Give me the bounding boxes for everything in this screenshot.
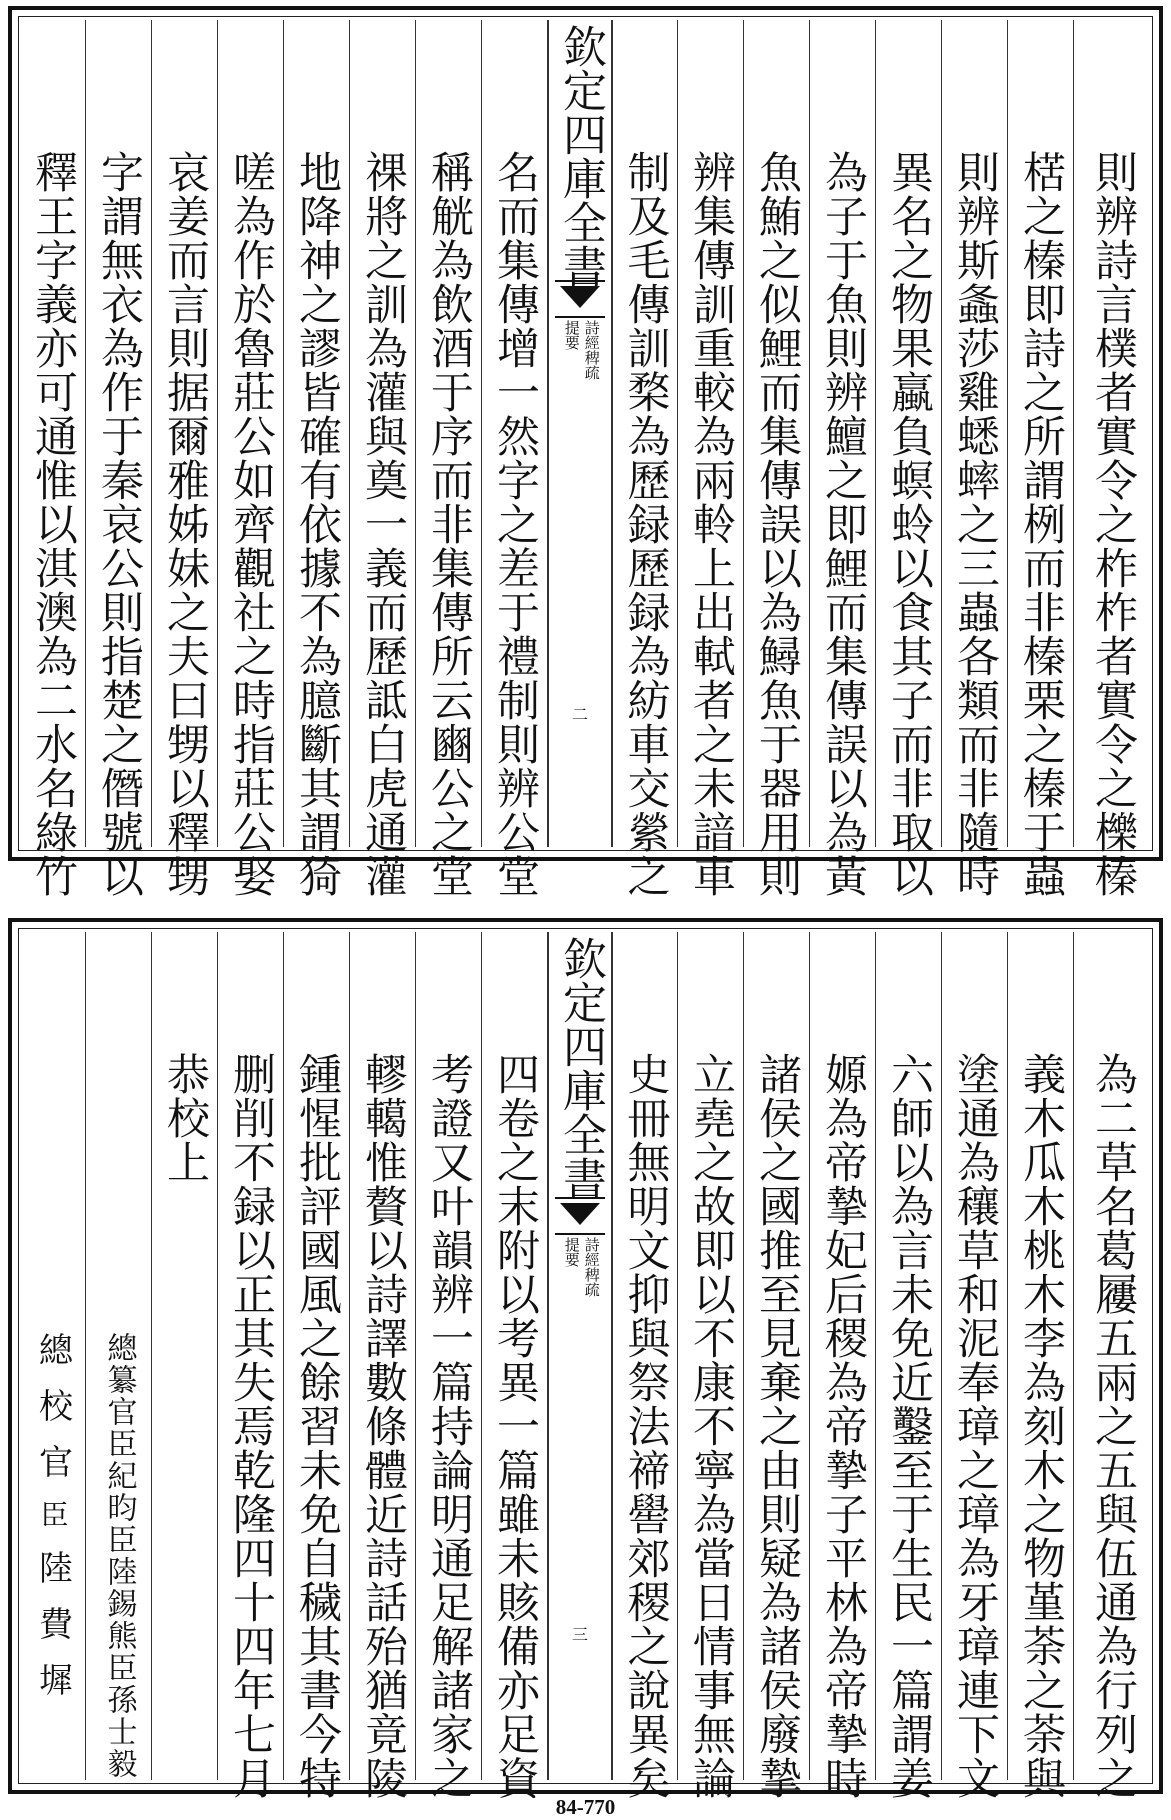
column-text: 則辨詩言樸者實令之柞柞者實令之櫟榛 bbox=[1088, 150, 1138, 898]
column-text: 哀姜而言則据爾雅姊妹之夫曰甥以釋甥 bbox=[160, 150, 210, 898]
column-text: 義木瓜木桃木李為刻木之物堇荼之荼與 bbox=[1016, 1052, 1066, 1800]
leaf-number: 三 bbox=[571, 1625, 589, 1644]
column-text: 嗟為作於魯莊公如齊觀社之時指莊公娶 bbox=[226, 150, 276, 898]
text-column bbox=[1008, 932, 1074, 1800]
page-footer-number: 84-770 bbox=[555, 1795, 616, 1819]
gutter-section: 提要 bbox=[562, 320, 581, 350]
proofreader-signature: 總校官臣陸費墀 bbox=[32, 1332, 73, 1718]
column-text: 為二草名葛屨五兩之五與伍通為行列之 bbox=[1088, 1052, 1138, 1800]
text-column bbox=[744, 932, 810, 1800]
gutter-section: 提要 bbox=[562, 1237, 581, 1267]
fishtail-mark bbox=[555, 280, 605, 318]
column-text: 諸侯之國推至見棄之由則疑為諸侯廢摯 bbox=[752, 1052, 802, 1800]
signature-column bbox=[20, 932, 86, 1780]
column-text: 嫄為帝摯妃后稷為帝摯子平林為帝摯時 bbox=[818, 1052, 868, 1800]
column-text: 制及毛傳訓楘為歷録歷録為紡車交縈之 bbox=[620, 150, 671, 898]
column-text: 字謂無衣為作于秦哀公則指楚之僭號以 bbox=[94, 150, 144, 898]
center-gutter bbox=[548, 932, 612, 1780]
text-column bbox=[284, 932, 350, 1800]
gutter-title: 欽定四庫全書 bbox=[555, 936, 606, 1200]
text-column bbox=[152, 932, 218, 1780]
column-text: 史冊無明文抑與祭法禘嚳郊稷之說異矣 bbox=[620, 1052, 671, 1800]
text-column bbox=[1074, 20, 1151, 898]
column-text: 稱觥為飲酒于序而非集傳所云豳公之堂 bbox=[424, 150, 474, 898]
column-text: 删削不録以正其失焉乾隆四十四年七月 bbox=[226, 1052, 276, 1800]
text-column bbox=[612, 932, 678, 1800]
text-column bbox=[218, 932, 284, 1800]
text-column bbox=[942, 932, 1008, 1800]
text-column bbox=[678, 20, 744, 898]
text-column bbox=[482, 20, 548, 898]
text-column bbox=[876, 20, 942, 898]
text-column bbox=[612, 20, 678, 898]
column-text: 異名之物果蠃負螟蛉以食其子而非取以 bbox=[884, 150, 934, 898]
closing-text: 恭校上 bbox=[160, 1052, 210, 1184]
text-column bbox=[416, 20, 482, 898]
column-text: 釋王字義亦可通惟以淇澳為二水名綠竹 bbox=[28, 150, 78, 898]
gutter-book-title: 詩經稗疏 bbox=[582, 1237, 601, 1297]
text-column bbox=[876, 932, 942, 1800]
column-text: 楛之榛即詩之所謂栵而非榛栗之榛于蟲 bbox=[1016, 150, 1066, 898]
column-text: 則辨斯螽莎雞蟋蟀之三蟲各類而非隨時 bbox=[950, 150, 1000, 898]
column-text: 鍾惺批評國風之餘習未免自穢其書今特 bbox=[292, 1052, 342, 1800]
text-column bbox=[350, 932, 416, 1800]
credit-column bbox=[86, 932, 152, 1780]
column-text: 名而集傳增一然字之差于禮制則辨公堂 bbox=[490, 150, 540, 898]
text-column bbox=[1074, 932, 1151, 1800]
text-column bbox=[218, 20, 284, 898]
text-column bbox=[20, 20, 86, 898]
compilers-credit: 總纂官臣紀昀臣陸錫熊臣孫士毅 bbox=[101, 1332, 137, 1780]
gutter-title: 欽定四庫全書 bbox=[555, 24, 606, 288]
column-text: 塗通為穰草和泥奉璋之璋為牙璋連下文 bbox=[950, 1052, 1000, 1800]
text-column bbox=[942, 20, 1008, 898]
column-text: 魚鮪之似鯉而集傳誤以為鱘魚于器用則 bbox=[752, 150, 802, 898]
leaf-number: 二 bbox=[571, 705, 589, 724]
fishtail-mark bbox=[555, 1197, 605, 1235]
column-text: 立堯之故即以不康不寧為當日情事無論 bbox=[686, 1052, 736, 1800]
column-text: 六師以為言未免近鑿至于生民一篇謂姜 bbox=[884, 1052, 934, 1800]
text-column bbox=[810, 20, 876, 898]
column-text: 祼將之訓為灌與奠一義而歷詆白虎通灌 bbox=[358, 150, 408, 898]
column-text: 四卷之末附以考異一篇雖未賅備亦足資 bbox=[490, 1052, 540, 1800]
text-column bbox=[284, 20, 350, 898]
text-column bbox=[810, 932, 876, 1800]
page-upper bbox=[8, 6, 1163, 898]
text-column bbox=[350, 20, 416, 898]
page-lower bbox=[8, 918, 1163, 1800]
text-column bbox=[1008, 20, 1074, 898]
text-column bbox=[416, 932, 482, 1800]
text-column bbox=[678, 932, 744, 1800]
text-column bbox=[744, 20, 810, 898]
text-column bbox=[86, 20, 152, 898]
text-column bbox=[482, 932, 548, 1800]
column-text: 轇轕惟贅以詩譯數條體近詩話殆猶竟陵 bbox=[358, 1052, 408, 1800]
center-gutter bbox=[548, 20, 612, 847]
column-text: 為子于魚則辨鱣之即鯉而集傳誤以為黃 bbox=[818, 150, 868, 898]
column-text: 考證又叶韻辨一篇持論明通足解諸家之 bbox=[424, 1052, 474, 1800]
text-column bbox=[152, 20, 218, 898]
column-text: 辨集傳訓重較為兩軨上出軾者之未諳車 bbox=[686, 150, 736, 898]
gutter-book-title: 詩經稗疏 bbox=[582, 320, 601, 380]
column-text: 地降神之謬皆確有依據不為臆斷其謂猗 bbox=[292, 150, 342, 898]
